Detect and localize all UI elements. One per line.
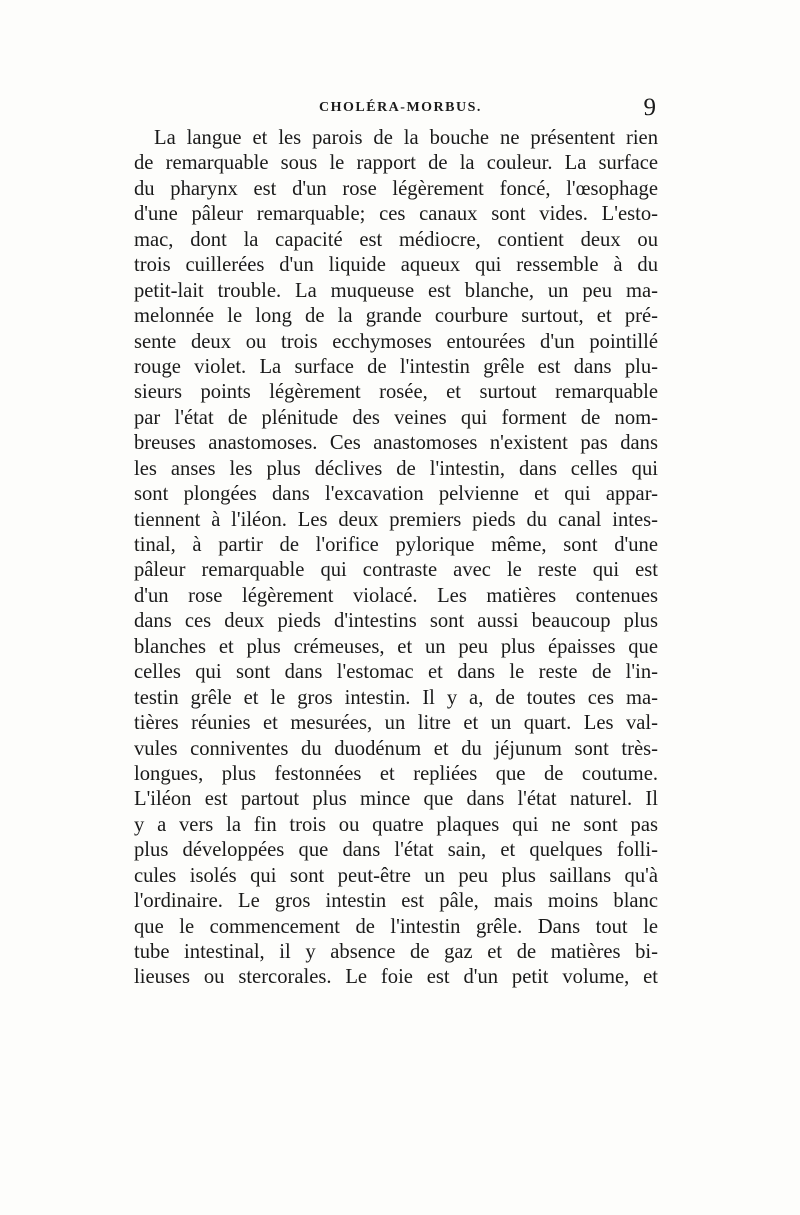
text-line: longues, plus festonnées et repliées que de coutume.	[134, 762, 658, 785]
text-line: sente deux ou trois ecchymoses entourées d'un pointillé	[134, 330, 658, 353]
text-line: que le commencement de l'intestin grêle. Dans tout le	[134, 915, 658, 938]
text-line: L'iléon est partout plus mince que dans l'état naturel. Il	[134, 788, 658, 811]
page-header	[134, 96, 656, 124]
text-line: plus développées que dans l'état sain, et quelques folli-	[134, 839, 658, 862]
text-line: tinal, à partir de l'orifice pylorique même, sont d'une	[134, 534, 658, 556]
text-line: vules conniventes du duodénum et du jéjunum sont très-	[134, 737, 658, 760]
text-line: petit-lait trouble. La muqueuse est blanche, un peu ma-	[134, 279, 658, 302]
text-line: par l'état de plénitude des veines qui forment de nom-	[134, 406, 658, 429]
text-line: dans ces deux pieds d'intestins sont aussi beaucoup plus	[134, 610, 658, 633]
text-line: mac, dont la capacité est médiocre, contient deux ou	[134, 228, 658, 251]
text-line: l'ordinaire. Le gros intestin est pâle, mais moins blanc	[134, 890, 658, 913]
text-line: rouge violet. La surface de l'intestin grêle est dans plu-	[134, 355, 658, 378]
text-line: blanches et plus crémeuses, et un peu plus épaisses que	[134, 635, 658, 658]
text-line: les anses les plus déclives de l'intestin, dans celles qui	[134, 457, 658, 480]
text-line: melonnée le long de la grande courbure surtout, et pré-	[134, 305, 658, 328]
text-line: pâleur remarquable qui contraste avec le reste qui est	[134, 559, 658, 582]
text-line: du pharynx est d'un rose légèrement foncé, l'œsophage	[134, 177, 658, 200]
page-number: 9	[643, 94, 656, 121]
text-line: sont plongées dans l'excavation pelvienne et qui appar-	[134, 483, 658, 506]
text-line: breuses anastomoses. Ces anastomoses n'existent pas dans	[134, 432, 658, 455]
text-line: y a vers la fin trois ou quatre plaques qui ne sont pas	[134, 813, 658, 836]
text-line: tières réunies et mesurées, un litre et un quart. Les val-	[134, 712, 658, 735]
running-head: CHOLÉRA-MORBUS.	[319, 100, 482, 115]
text-line: trois cuillerées d'un liquide aqueux qui ressemble à du	[134, 254, 658, 277]
body-paragraph	[134, 126, 658, 991]
text-line: sieurs points légèrement rosée, et surtout remarquable	[134, 381, 658, 404]
text-line: testin grêle et le gros intestin. Il y a, de toutes ces ma-	[134, 686, 658, 709]
text-line: d'un rose légèrement violacé. Les matières contenues	[134, 584, 658, 607]
text-line: tube intestinal, il y absence de gaz et de matières bi-	[134, 941, 658, 963]
text-line: La langue et les parois de la bouche ne présentent rien	[154, 127, 658, 149]
text-line: celles qui sont dans l'estomac et dans le reste de l'in-	[134, 661, 658, 684]
text-line: d'une pâleur remarquable; ces canaux sont vides. L'esto-	[134, 203, 658, 226]
text-line: tiennent à l'iléon. Les deux premiers pieds du canal intes-	[134, 508, 658, 531]
text-line: lieuses ou stercorales. Le foie est d'un petit volume, et	[134, 966, 658, 989]
text-line: cules isolés qui sont peut-être un peu plus saillans qu'à	[134, 864, 658, 887]
text-line: de remarquable sous le rapport de la couleur. La surface	[134, 152, 658, 175]
